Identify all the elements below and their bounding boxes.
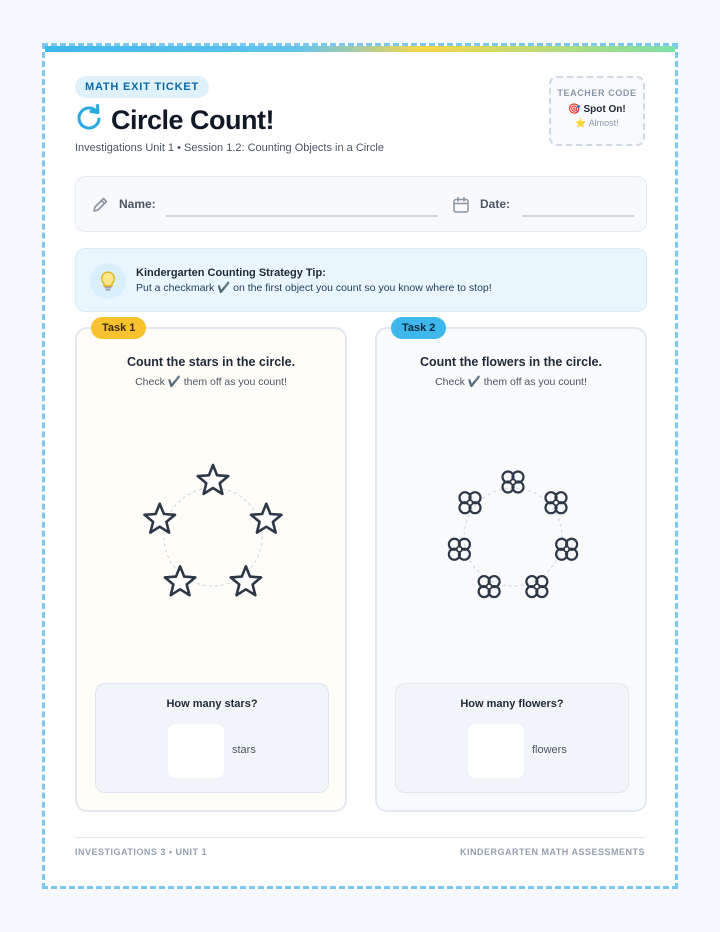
star-icon[interactable] (145, 504, 176, 533)
teacher-code-box (549, 76, 645, 146)
star-icon[interactable] (231, 566, 261, 595)
task-2-answer-box[interactable] (468, 724, 524, 778)
page-subtitle: Investigations Unit 1 • Session 1.2: Counting Objects in a Circle (75, 142, 384, 154)
task-2-card (375, 322, 647, 812)
flowers-circle-figure (377, 439, 649, 639)
task-1-answer-area (95, 683, 329, 793)
flower-icon[interactable] (459, 492, 480, 513)
stars-circle-figure (77, 439, 349, 639)
task-2-question: Count the flowers in the circle. (420, 355, 602, 369)
title-row (75, 104, 274, 137)
task-2-answer-prompt: How many flowers? (460, 698, 564, 710)
name-field[interactable] (166, 215, 438, 217)
exit-ticket-sheet (42, 43, 678, 889)
task-2-answer-area (395, 683, 629, 793)
tip-heading: Kindergarten Counting Strategy Tip: (136, 267, 326, 279)
star-icon[interactable] (251, 504, 282, 533)
flower-icon[interactable] (526, 576, 547, 597)
task-2-label: Task 2 (391, 317, 446, 339)
task-1-answer-prompt: How many stars? (166, 698, 258, 710)
task-1-label: Task 1 (91, 317, 146, 339)
tip-body: Put a checkmark ✔️ on the first object you count so you know where to stop! (136, 282, 492, 294)
task-1-answer-unit: stars (232, 744, 256, 756)
star-icon[interactable] (165, 566, 195, 595)
flower-icon[interactable] (503, 472, 524, 493)
footer-right: KINDERGARTEN MATH ASSESSMENTS (459, 847, 645, 857)
footer-left: INVESTIGATIONS 3 • UNIT 1 (75, 847, 208, 857)
top-accent-bar (45, 46, 675, 52)
date-field[interactable] (522, 215, 634, 217)
calendar-icon (452, 196, 470, 219)
teacher-code-heading: TEACHER CODE (557, 88, 637, 98)
date-label: Date: (480, 197, 511, 211)
footer-divider (75, 837, 645, 838)
name-label: Name: (119, 197, 156, 211)
pencil-icon (90, 195, 110, 220)
flower-icon[interactable] (546, 492, 567, 513)
exit-ticket-badge: MATH EXIT TICKET (75, 76, 209, 98)
task-2-instruction: Check ✔️ them off as you count! (435, 376, 587, 388)
flower-icon[interactable] (479, 576, 500, 597)
task-1-answer-box[interactable] (168, 724, 224, 778)
teacher-code-almost: ⭐ Almost! (575, 118, 619, 128)
flower-icon[interactable] (556, 539, 577, 560)
task-1-question: Count the stars in the circle. (126, 355, 296, 369)
teacher-code-spot-on: 🎯 Spot On! (568, 104, 626, 115)
flower-icon[interactable] (449, 539, 470, 560)
task-1-card (75, 322, 347, 812)
task-1-instruction: Check ✔️ them off as you count! (135, 376, 287, 388)
lightbulb-icon (90, 263, 126, 299)
student-info-bar (75, 176, 647, 232)
task-2-answer-unit: flowers (532, 744, 567, 756)
strategy-tip (75, 248, 647, 312)
refresh-icon (75, 104, 103, 137)
page-title: Circle Count! (111, 105, 275, 135)
